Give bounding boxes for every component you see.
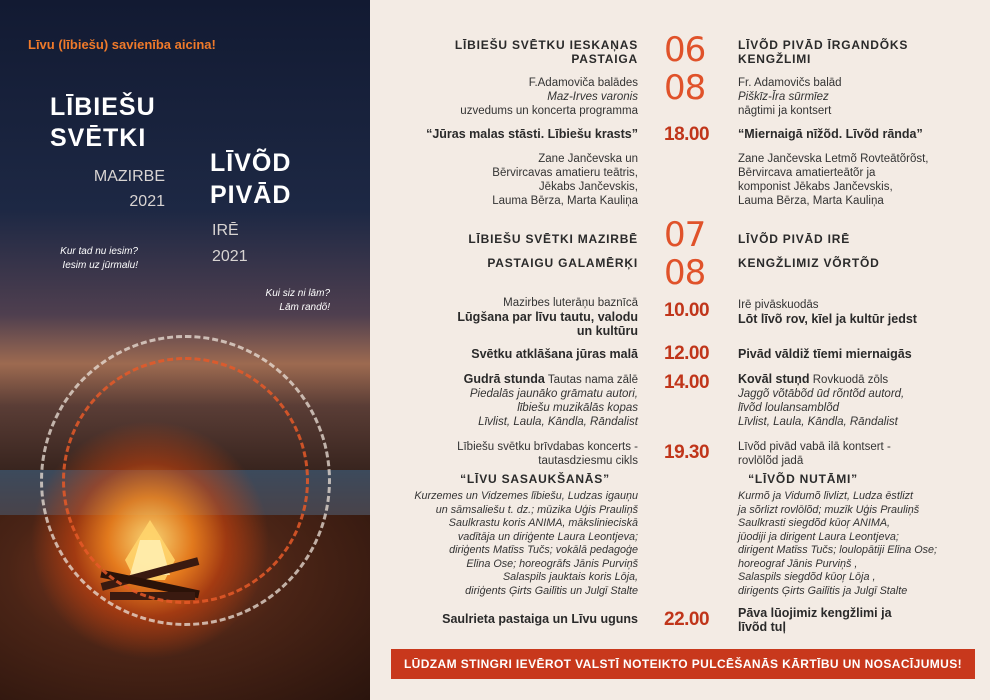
e5-latvian: Saulrieta pastaiga un Līvu uguns [442,612,638,626]
e4-livonian-credit-4: jūodiji ja dirigent Laura Leontjeva; [738,530,899,543]
s2-latvian-heading-line2: PASTAIGU GALAMĒRĶI [487,256,638,270]
s1-livonian-credit-4: Lauma Bērza, Marta Kauliņa [738,195,884,207]
e3-livonian-desc-3: Līvlist, Laula, Kāndla, Rāndalist [738,416,898,428]
e3-latvian-desc-3: Līvlist, Laula, Kāndla, Rāndalist [478,416,638,428]
e5-livonian [738,606,978,634]
title-latvian-line2: SVĒTKI [50,124,147,152]
e4-livonian-credit-1: Kurmõ ja Vidumõ līvlizt, Ludza ēstlizt [738,490,914,502]
e4-latvian-credit-8: diriģents Ģirts Gailītis un Julgī Stalte [465,584,638,597]
title-livonian-line2: PIVĀD [210,181,292,209]
date-june: 06 [664,30,706,70]
quote-latvian-line1: Kur tad nu iesim? [60,246,138,257]
e4-latvian-intro [380,440,638,468]
s1-livonian-credits [738,152,978,208]
s1-latvian-credits [380,152,638,208]
e1-livonian-title: Lōt līvõ rov, kīel ja kultūr jedst [738,312,917,326]
quote-livonian-line1: Kui siz ni lām? [265,288,330,299]
e1-latvian-title-2: un kultūru [576,324,638,338]
s1-latvian-show-title: “Jūras malas stāsti. Lībiešu krasts” [426,127,638,141]
e4-livonian-credit-6: horeograf Jānis Purviņš , [738,557,858,570]
quote-latvian [38,245,138,273]
e1-livonian [738,298,978,326]
s1-latvian-credit-3: Jēkabs Jančevskis, [538,181,638,193]
s1-livonian-credit-3: komponist Jēkabs Jančevskis, [738,181,893,193]
e4-livonian-credits [738,490,978,598]
e4-latvian-intro-1: Lībiešu svētku brīvdabas koncerts - [457,441,638,453]
e3-latvian-desc-2: lībiešu muzikālās kopas [517,402,638,414]
e1-livonian-place: Irē pivāskuodās [738,299,819,311]
date-august: 08 [664,68,706,108]
e3-latvian-title: Gudrā stunda [463,372,545,386]
s2-livonian-heading-line1: LĪVÕD PIVĀD IRĒ [738,232,851,246]
e1-latvian-place: Mazirbes luterāņu baznīcā [503,297,638,309]
place-mazirbe: MAZIRBE [93,168,165,185]
date-august-2: 08 [664,253,706,293]
e4-latvian-credit-7: Salaspils jauktais koris Lōja, [502,571,638,583]
title-latvian [50,92,156,154]
s1-latvian-desc-line3: uzvedums un koncerta programma [460,105,638,117]
e5-livonian-line1: Pāva lūojimiz kengžlimi ja [738,606,892,620]
e5-time: 22.00 [664,609,710,630]
s1-livonian-heading [738,38,978,66]
s1-latvian-credit-2: Bērvircavas amatieru teātris, [492,167,638,179]
s1-time: 18.00 [664,124,710,145]
e1-latvian-title-1: Lūgšana par līvu tautu, valodu [457,310,638,324]
e4-latvian-credit-6: Elīna Ose; horeogrāfs Jānis Purviņš [466,557,638,570]
s1-livonian-desc-line2: Piškīz-Īra sūrmīez [738,91,829,103]
e3-time: 14.00 [664,372,710,393]
s2-latvian-heading-line1: LĪBIEŠU SVĒTKI MAZIRBĒ [468,232,638,246]
e2-latvian: Svētku atklāšana jūras malā [471,347,638,361]
e4-livonian-credit-8: dirigents Ģirts Gailītis ja Julgī Stalte [738,584,908,597]
notice-banner: LŪDZAM STINGRI IEVĒROT VALSTĪ NOTEIKTO PULCĒŠANĀS KĀRTĪBU UN NOSACĪJUMUS! [391,649,975,679]
e3-latvian-place: Tautas nama zālē [547,374,638,386]
s2-livonian-heading-line2: KENGŽLIMIZ VÕRTÕD [738,256,880,270]
date-july: 07 [664,215,706,255]
location-latvian [60,164,165,214]
s1-livonian-heading-line2: KENGŽLIMI [738,52,812,66]
title-livonian [210,147,291,211]
s1-latvian-desc-line2: Maz-Irves varonis [547,91,638,103]
e4-latvian-credit-5: diriģents Matīss Tučs; vokālā pedagoģe [449,544,638,556]
s1-latvian-credit-4: Lauma Bērza, Marta Kauliņa [492,195,638,207]
s1-livonian-credit-2: Bērvircava amatierteātõr ja [738,167,876,179]
year-livonian: 2021 [212,248,248,265]
s1-latvian-description [380,76,638,118]
invitation-line: Līvu (lībiešu) savienība aicina! [28,37,216,52]
e4-livonian-credit-5: dirigent Matīss Tučs; loulopātiji Elīna Ose; [738,544,938,556]
e4-latvian-credit-4: vadītāja un diriģente Laura Leontjeva; [457,530,638,543]
s1-livonian-show-title: “Miernaigā nīžõd. Līvõd rānda” [738,127,923,141]
e4-latvian-credit-1: Kurzemes un Vidzemes lībiešu, Ludzas igauņu [414,490,638,502]
s1-livonian-credit-1: Zane Jančevska Letmõ Rovteātõrõst, [738,153,929,165]
e3-latvian-desc-1: Piedalās jaunāko grāmatu autori, [469,388,638,400]
location-livonian [212,218,248,270]
e3-livonian-desc-1: Jaggõ võtābõd ūd rõntõd autord, [738,388,905,400]
e3-livonian [738,372,978,429]
s1-latvian-heading-line2: PASTAIGA [571,52,638,66]
e2-time: 12.00 [664,343,710,364]
quote-livonian-line2: Lām randõ! [279,302,330,313]
e4-latvian-concert-name: “LĪVU SASAUKŠANĀS” [460,472,610,486]
s1-livonian-desc-line1: Fr. Adamovičs balād [738,77,842,89]
e2-livonian: Pivād vāldiž tīemi miernaigās [738,347,912,361]
place-ire: IRĒ [212,222,239,239]
s1-livonian-heading-line1: LĪVÕD PIVĀD ĪRGANDÕKS [738,38,909,52]
e4-latvian-credit-2: un sāmsaliešu t. dz.; mūzika Uģis Prauliņš [435,503,638,516]
e3-livonian-heading [738,372,978,387]
e4-livonian-intro-1: Līvõd pivād vabā ilā kontsert - [738,441,891,453]
e1-time: 10.00 [664,300,710,321]
s1-livonian-description [738,76,978,118]
e3-livonian-title: Kovāl stuņd [738,372,810,386]
e4-livonian-credit-3: Saulkrasti siegdõd kūoŗ ANIMA, [738,517,891,529]
title-livonian-line1: LĪVÕD [210,149,292,177]
quote-latvian-line2: Iesim uz jūrmalu! [62,260,138,271]
e4-livonian-credit-2: ja sõrlizt rovlōlõd; muzīk Uģis Prauliņš [738,503,920,516]
e4-livonian-credit-7: Salaspils siegdõd kūoŗ Lōja , [738,571,876,583]
s1-latvian-heading-line1: LĪBIEŠU SVĒTKU IESKAŅAS [454,38,638,52]
e3-livonian-desc-2: līvõd loulansamblõd [738,402,840,414]
e5-livonian-line2: līvõd tuļ [738,620,786,634]
e3-latvian [380,372,638,429]
s1-livonian-desc-line3: nāgtimi ja kontsert [738,105,832,117]
year-latvian: 2021 [129,193,165,210]
e1-latvian [380,296,638,338]
poster-photo-panel [0,0,370,700]
e4-latvian-credits [380,490,638,598]
decorative-ring-inner [62,357,309,604]
e4-latvian-credit-3: Saulkrastu koris ANIMA, mākslinieciskā [448,517,638,529]
s1-latvian-credit-1: Zane Jančevska un [538,153,638,165]
e4-livonian-concert-name: “LĪVÕD NUTĀMI” [748,472,858,486]
e4-livonian-intro-2: rovlōlõd jadā [738,455,804,467]
quote-livonian [230,287,330,315]
e4-latvian-intro-2: tautasdziesmu cikls [538,455,638,467]
e4-livonian-intro [738,440,978,468]
s1-latvian-heading [380,38,638,66]
e3-latvian-heading [380,372,638,387]
s1-latvian-desc-line1: F.Adamoviča balādes [528,77,638,89]
title-latvian-line1: LĪBIEŠU [50,93,156,121]
e3-livonian-place: Rovkuodā zōls [812,374,889,386]
e4-time: 19.30 [664,442,710,463]
